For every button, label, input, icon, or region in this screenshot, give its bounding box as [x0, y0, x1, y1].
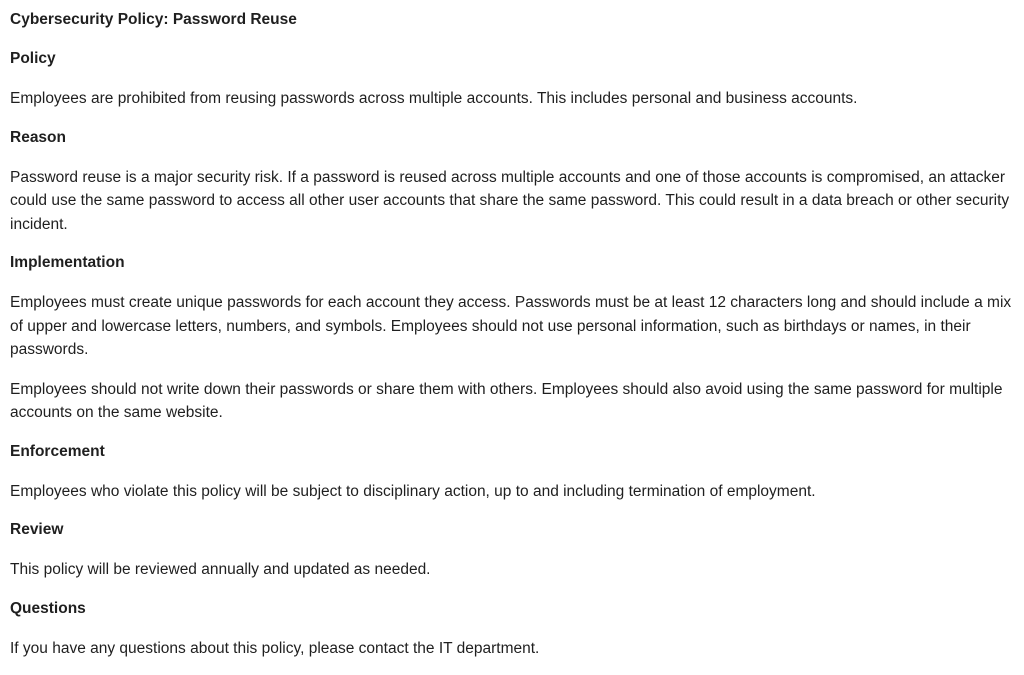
section-heading: Reason: [10, 128, 66, 146]
section-heading: Implementation: [10, 254, 125, 271]
section-heading: Policy: [10, 50, 56, 67]
section-heading: Enforcement: [10, 442, 105, 460]
section-reason: [10, 127, 1020, 237]
section-paragraph: Employees who violate this policy will be subject to disciplinary action, up to and including termination of employment.: [10, 482, 816, 500]
section-implementation: [10, 252, 1020, 425]
section-enforcement: [10, 441, 1020, 504]
section-paragraph: Employees must create unique passwords for each account they access. Passwords must be at least 12 characters long and should include a mix of upper and lowercase letters, numbers, and symbols. Employees should not use personal information, such as birthdays or names, in their passwords.: [10, 294, 1012, 358]
section-heading: Questions: [10, 599, 86, 617]
section-paragraph: Employees are prohibited from reusing passwords across multiple accounts. This includes personal and business accounts.: [10, 90, 858, 107]
section-heading: Review: [10, 521, 64, 538]
document-title: Cybersecurity Policy: Password Reuse: [10, 11, 297, 28]
section-policy: [10, 48, 1020, 111]
section-review: [10, 519, 1020, 582]
section-paragraph: If you have any questions about this policy, please contact the IT department.: [10, 639, 540, 657]
section-paragraph: This policy will be reviewed annually and updated as needed.: [10, 561, 431, 578]
section-paragraph: Employees should not write down their passwords or share them with others. Employees should also avoid using the same password for multiple accounts on the same website.: [10, 380, 1003, 421]
section-paragraph: Password reuse is a major security risk. If a password is reused across multiple accounts and one of those accounts is compromised, an attacker could use the same password to access all other user accounts that share the same password. This could result in a data breach or other security incident.: [10, 168, 1010, 233]
section-questions: [10, 598, 1020, 661]
